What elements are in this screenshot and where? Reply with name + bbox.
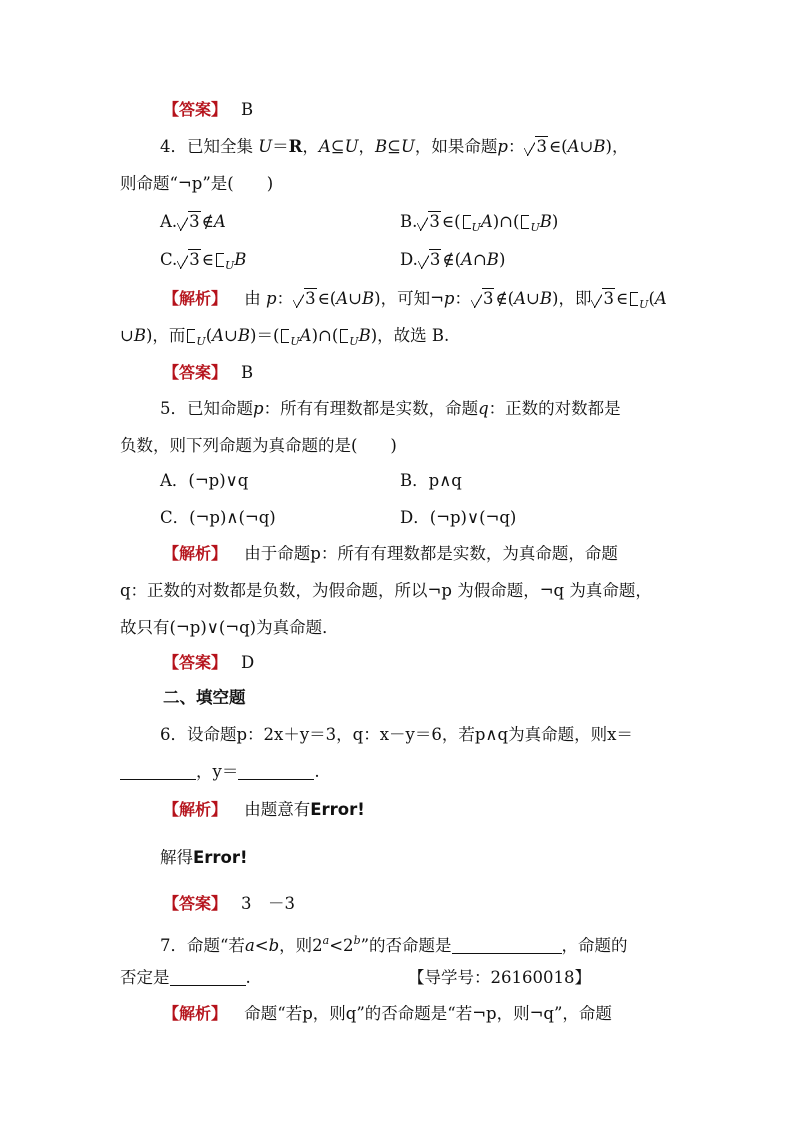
q4-option-a: A. 3 ∉A — [160, 212, 226, 231]
q4-option-b: B. 3 ∈( $_U$A)∩( $_U$B) — [400, 212, 559, 234]
q7-stem-d: ，命题的 — [561, 936, 628, 955]
q6-error-text-2: Error! — [193, 848, 248, 867]
q6-answer-line — [163, 893, 295, 915]
q6-stem-line1: 6．设命题p：2x＋y＝3，q：x－y＝6，若p∧q为真命题，则x＝ — [160, 725, 633, 744]
q4-stem-text-b: ，如果命题 — [414, 137, 498, 156]
q7-analysis-line1 — [163, 1003, 612, 1025]
q4-analysis-text-3: ，即 — [558, 289, 592, 308]
q7-analysis-text: 命题“若p，则q”的否命题是“若¬p，则¬q”，命题 — [244, 1004, 612, 1023]
analysis-tag: 【解析】 — [163, 544, 228, 563]
q4-option-c-label: C. — [160, 250, 178, 269]
q6-solve-line — [160, 847, 248, 869]
q5-answer-line — [163, 652, 254, 674]
q4-option-d: D. 3 ∉(A∩B) — [400, 250, 506, 269]
q4-analysis-line1: 【解析】 由 p： 3 ∈(A∪B)，可知¬p： 3 ∉(A∪B)，即 3 ∈ $_U$(A — [163, 289, 667, 311]
q4-analysis-text-2: ，可知¬ — [380, 289, 444, 308]
q4-analysis-text-4: ，而 — [152, 326, 186, 345]
q5-analysis-line1 — [163, 543, 618, 565]
q4-analysis-line2: ∪B)，而 $_U$(A∪B)＝( $_U$A)∩( $_U$B)，故选 B. — [120, 326, 450, 348]
q6-analysis-line — [163, 799, 365, 821]
q6-blank-x[interactable] — [120, 763, 196, 780]
q4-answer: B — [241, 363, 254, 382]
q7-stem-b: ，则 — [279, 936, 313, 955]
q6-error-text-1: Error! — [310, 800, 365, 819]
q3-answer-line — [163, 99, 253, 121]
q5-stem-line1: 5．已知命题p：所有有理数都是实数，命题q：正数的对数都是 — [160, 399, 621, 418]
q4-option-a-label: A. — [160, 212, 178, 231]
q6-answer: 3 －3 — [241, 894, 296, 913]
q4-answer-line — [163, 362, 253, 384]
answer-tag: 【答案】 — [163, 653, 228, 672]
q4-stem-text: 4．已知全集 — [160, 137, 253, 156]
analysis-tag: 【解析】 — [163, 800, 228, 819]
q7-blank-2[interactable] — [170, 969, 246, 986]
q7-stem-c: ”的否命题是 — [360, 936, 452, 955]
q4-option-c: C. 3 ∈ $_U$B — [160, 250, 247, 272]
analysis-tag: 【解析】 — [163, 289, 228, 308]
q4-option-d-label: D. — [400, 250, 418, 269]
q7-blank-1[interactable] — [452, 937, 562, 954]
q6-analysis-text: 由题意有 — [244, 800, 311, 819]
q4-option-b-label: B. — [400, 212, 418, 231]
q5-stem-c: ：正数的对数都是 — [488, 399, 621, 418]
answer-tag: 【答案】 — [163, 100, 228, 119]
q5-option-b: B．p∧q — [400, 471, 462, 490]
q5-analysis-line2: q：正数的对数都是负数，为假命题，所以¬p 为假命题，¬q 为真命题， — [120, 581, 652, 600]
q5-stem-b: ：所有有理数都是实数，命题 — [263, 399, 479, 418]
q5-analysis-text-1: 由于命题p：所有有理数都是实数，为真命题，命题 — [244, 544, 618, 563]
q4-analysis-text-5: ，故选 B. — [377, 326, 450, 345]
q5-option-a: A．(¬p)∨q — [160, 471, 249, 490]
q4-analysis-text: 由 — [244, 289, 261, 308]
q7-stem-line1: 7．命题“若a<b，则$2^a<2^b$”的否命题是 ，命题的 — [160, 934, 628, 955]
q5-answer: D — [241, 653, 255, 672]
q5-option-d: D．(¬p)∨(¬q) — [400, 508, 517, 527]
q4-stem-line2: 则命题“¬p”是( ) — [120, 174, 274, 193]
q7-stem-line2: 否定是 . — [120, 968, 251, 987]
q3-answer: B — [241, 100, 254, 119]
q6-stem-line2: ，y＝ . — [120, 761, 320, 783]
q6-y-label: y＝ — [212, 762, 239, 781]
q4-stem-line1: 4．已知全集 U＝R，A⊆U，B⊆U，如果命题p： 3 ∈(A∪B)， — [160, 137, 629, 156]
answer-tag: 【答案】 — [163, 363, 228, 382]
section-title: 二、填空题 — [163, 688, 246, 707]
q5-stem-line2: 负数，则下列命题为真命题的是( ) — [120, 436, 397, 455]
q6-solve-text: 解得 — [160, 848, 193, 867]
q5-analysis-line3: 故只有(¬p)∨(¬q)为真命题． — [120, 618, 339, 637]
answer-tag: 【答案】 — [163, 894, 228, 913]
analysis-tag: 【解析】 — [163, 1004, 228, 1023]
q7-stem-a: 7．命题“若 — [160, 936, 245, 955]
q7-stem-line2-text: 否定是 — [120, 968, 170, 987]
q5-option-c: C．(¬p)∧(¬q) — [160, 508, 276, 527]
q6-blank-y[interactable] — [238, 763, 314, 780]
q7-guide-number: 【导学号：26160018】 — [408, 968, 591, 987]
q5-stem-a: 5．已知命题 — [160, 399, 253, 418]
